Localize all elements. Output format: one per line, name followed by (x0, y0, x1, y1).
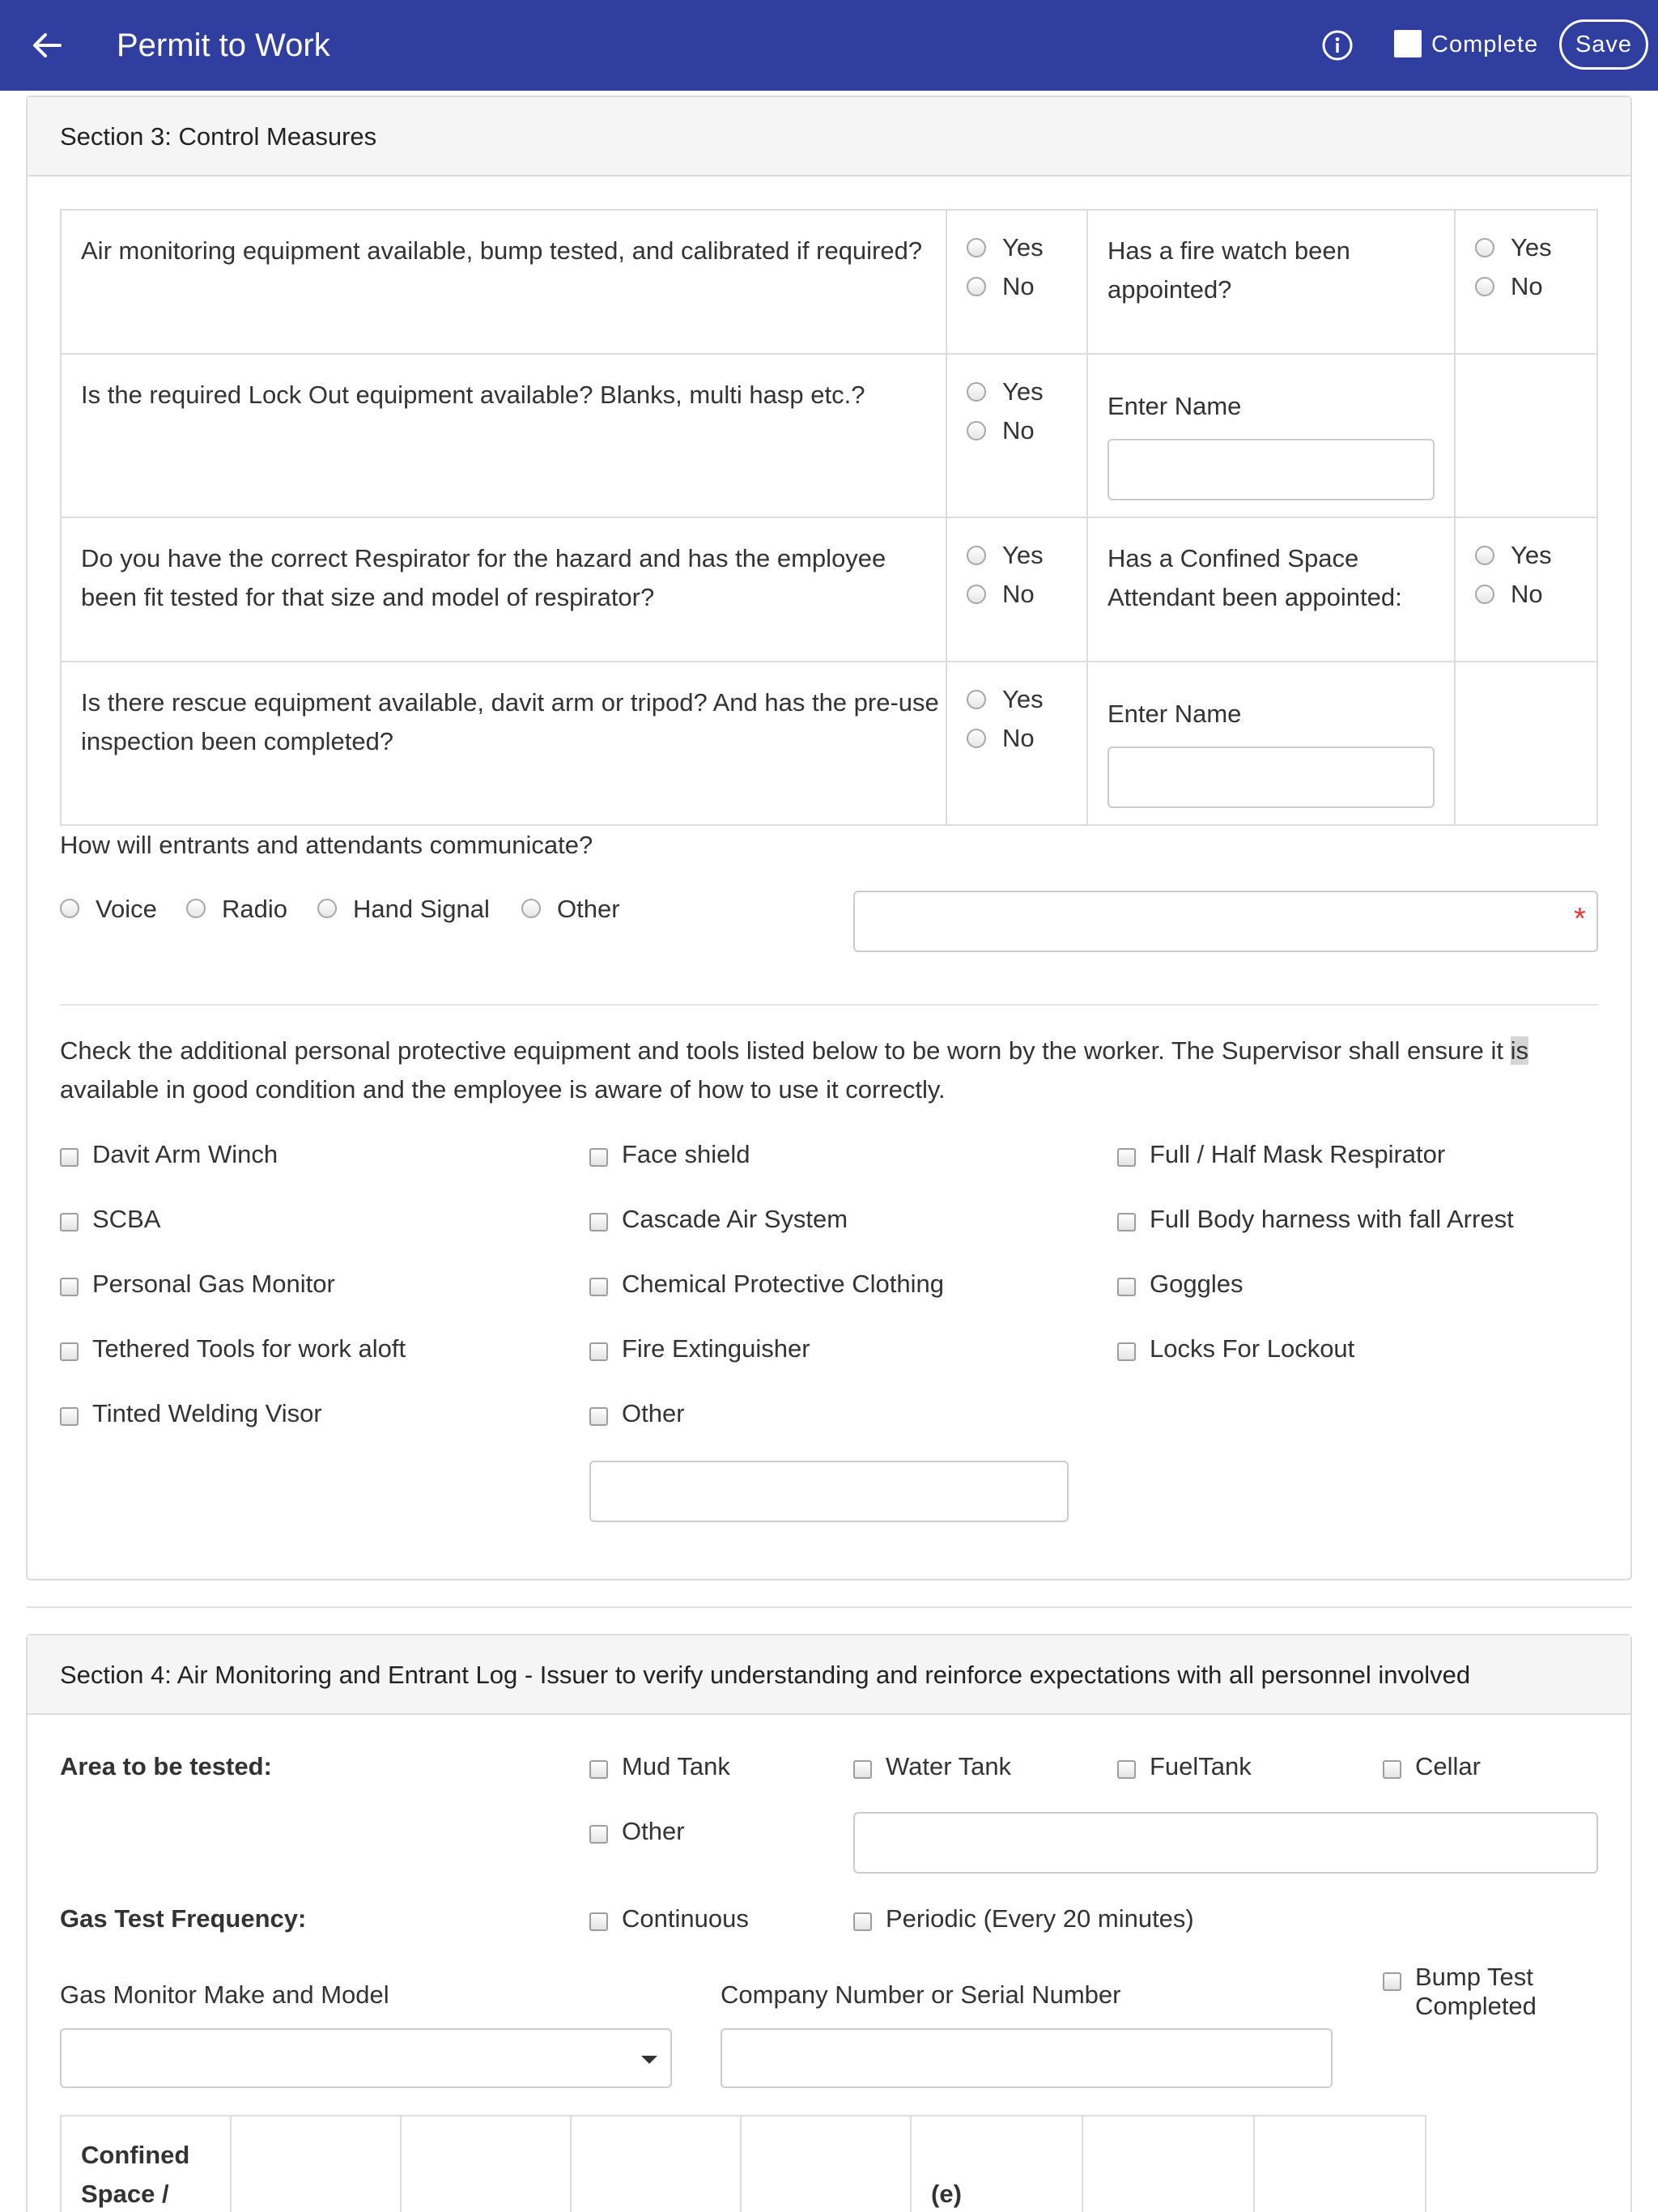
yes-radio[interactable] (967, 238, 986, 257)
no-radio[interactable] (967, 421, 986, 440)
divider (60, 1004, 1598, 1006)
serial-number-label: Company Number or Serial Number (721, 1980, 1121, 2009)
required-marker: * (1574, 902, 1586, 936)
ppe-other-input[interactable] (589, 1461, 1069, 1522)
voice-label: Voice (96, 895, 157, 923)
no-label: No (1002, 724, 1035, 752)
ppe-label: Goggles (1150, 1270, 1244, 1298)
caret-down-icon (641, 2056, 657, 2064)
no-label: No (1002, 272, 1035, 300)
answer-cell (947, 211, 1088, 355)
question-cell (62, 662, 947, 826)
question-text: Is there rescue equipment available, davit arm or tripod? And has the pre-use inspection been completed? (81, 688, 939, 755)
question-cell (62, 355, 947, 518)
no-radio[interactable] (967, 585, 986, 604)
log-header-confined-space: Confined Space / (81, 2141, 190, 2208)
area-other-input[interactable] (853, 1812, 1598, 1874)
locks-for-lockout-checkbox[interactable] (1117, 1342, 1136, 1361)
no-label: No (1002, 416, 1035, 445)
frequency-option-label: Continuous (622, 1904, 749, 1933)
mud-tank-checkbox[interactable] (589, 1760, 608, 1779)
hand-signal-radio[interactable] (317, 899, 337, 918)
frequency-option-label: Periodic (Every 20 minutes) (886, 1904, 1194, 1933)
area-option-label: Mud Tank (622, 1752, 730, 1780)
area-option-label: Water Tank (886, 1752, 1012, 1780)
area-tested-label: Area to be tested: (60, 1752, 272, 1780)
continuous-checkbox[interactable] (589, 1912, 608, 1931)
ppe-label: Tethered Tools for work aloft (92, 1334, 406, 1363)
side-answer-cell (1456, 211, 1598, 355)
voice-radio[interactable] (60, 899, 79, 918)
other-radio[interactable] (521, 899, 541, 918)
davit-arm-winch-checkbox[interactable] (60, 1148, 79, 1167)
log-header-cell (1083, 2116, 1255, 2212)
ppe-label: Full / Half Mask Respirator (1150, 1140, 1446, 1168)
log-header-cell (62, 2116, 232, 2212)
no-label: No (1511, 580, 1543, 608)
enter-name-label: Enter Name (1107, 392, 1242, 420)
gas-test-frequency-label: Gas Test Frequency: (60, 1904, 307, 1933)
attendant-no-radio[interactable] (1475, 585, 1494, 604)
log-header-cell (742, 2116, 912, 2212)
entrant-log-table (60, 2115, 1426, 2212)
yes-label: Yes (1002, 685, 1044, 713)
no-radio[interactable] (967, 277, 986, 296)
empty-cell (1456, 662, 1598, 826)
section-4-title: Section 4: Air Monitoring and Entrant Log - Issuer to verify understanding and reinforce expectations with all personnel involved (28, 1636, 1630, 1715)
yes-radio[interactable] (967, 690, 986, 709)
area-option-label: Cellar (1415, 1752, 1481, 1780)
log-header-cell (912, 2116, 1083, 2212)
ppe-label: Tinted Welding Visor (92, 1399, 322, 1427)
page-title: Permit to Work (117, 28, 330, 63)
attendant-name-input[interactable] (1107, 747, 1435, 808)
attendant-question: Has a Confined Space Attendant been appointed: (1107, 544, 1402, 611)
back-arrow-icon[interactable] (31, 29, 63, 62)
area-option-label: FuelTank (1150, 1752, 1252, 1780)
question-cell (62, 211, 947, 355)
question-text: Air monitoring equipment available, bump tested, and calibrated if required? (81, 236, 923, 265)
complete-label: Complete (1431, 32, 1539, 57)
gas-monitor-select[interactable] (60, 2028, 672, 2088)
yes-label: Yes (1002, 541, 1044, 569)
empty-cell (1456, 355, 1598, 518)
area-other-label: Other (622, 1817, 685, 1845)
log-header-cell (232, 2116, 402, 2212)
ppe-label: Full Body harness with fall Arrest (1150, 1205, 1514, 1233)
question-text: Is the required Lock Out equipment available? Blanks, multi hasp etc.? (81, 381, 865, 409)
answer-cell (947, 662, 1088, 826)
no-label: No (1511, 272, 1543, 300)
tethered-tools-checkbox[interactable] (60, 1342, 79, 1361)
side-question-cell (1088, 518, 1456, 662)
name-cell (1088, 355, 1456, 518)
full-half-mask-respirator-checkbox[interactable] (1117, 1148, 1136, 1167)
ppe-label: Davit Arm Winch (92, 1140, 278, 1168)
answer-cell (947, 355, 1088, 518)
ppe-label: Face shield (622, 1140, 750, 1168)
side-answer-cell (1456, 518, 1598, 662)
ppe-label: Other (622, 1399, 685, 1427)
radio-radio[interactable] (186, 899, 206, 918)
question-text: Do you have the correct Respirator for the hazard and has the employee been fit tested for that size and model of respirator? (81, 544, 886, 611)
tinted-welding-visor-checkbox[interactable] (60, 1407, 79, 1426)
log-header-e: (e) (931, 2180, 962, 2208)
log-header-cell (572, 2116, 742, 2212)
no-radio[interactable] (967, 729, 986, 748)
ppe-label: Chemical Protective Clothing (622, 1270, 945, 1298)
hand-signal-label: Hand Signal (353, 895, 490, 923)
complete-checkbox[interactable] (1394, 30, 1422, 57)
fire-extinguisher-checkbox[interactable] (589, 1342, 608, 1361)
personal-gas-monitor-checkbox[interactable] (60, 1278, 79, 1296)
communicate-question: How will entrants and attendants communicate? (60, 831, 593, 859)
save-button[interactable]: Save (1559, 19, 1648, 70)
water-tank-checkbox[interactable] (853, 1760, 872, 1779)
bump-test-label: Bump Test Completed (1415, 1963, 1537, 2020)
other-label: Other (557, 895, 620, 923)
attendant-yes-radio[interactable] (1475, 546, 1494, 565)
question-cell (62, 518, 947, 662)
section-3-title: Section 3: Control Measures (28, 97, 1630, 177)
app-header (0, 0, 1658, 91)
yes-label: Yes (1511, 541, 1552, 569)
enter-name-label: Enter Name (1107, 700, 1242, 728)
scba-checkbox[interactable] (60, 1213, 79, 1231)
control-measures-table (60, 209, 1598, 826)
ppe-label: SCBA (92, 1205, 161, 1233)
periodic-checkbox[interactable] (853, 1912, 872, 1931)
no-label: No (1002, 580, 1035, 608)
yes-label: Yes (1511, 233, 1552, 262)
face-shield-checkbox[interactable] (589, 1148, 608, 1167)
ppe-other-checkbox[interactable] (589, 1407, 608, 1426)
side-question-cell (1088, 211, 1456, 355)
fire-watch-yes-radio[interactable] (1475, 238, 1494, 257)
log-header-cell (402, 2116, 572, 2212)
fire-watch-name-input[interactable] (1107, 439, 1435, 500)
area-other-checkbox[interactable] (589, 1825, 608, 1844)
ppe-label: Cascade Air System (622, 1205, 848, 1233)
full-body-harness-checkbox[interactable] (1117, 1213, 1136, 1231)
yes-radio[interactable] (967, 382, 986, 402)
serial-number-input[interactable] (721, 2028, 1333, 2088)
name-cell (1088, 662, 1456, 826)
yes-radio[interactable] (967, 546, 986, 565)
yes-label: Yes (1002, 377, 1044, 406)
fuel-tank-checkbox[interactable] (1117, 1760, 1136, 1779)
cascade-air-system-checkbox[interactable] (589, 1213, 608, 1231)
radio-label: Radio (222, 895, 287, 923)
fire-watch-question: Has a fire watch been appointed? (1107, 236, 1350, 304)
chemical-protective-clothing-checkbox[interactable] (589, 1278, 608, 1296)
ppe-intro-text: Check the additional personal protective equipment and tools listed below to be worn by the worker. The Supervisor shall ensure it is available in good condition and the employee is aware of how to use it correctly. (60, 1036, 1528, 1104)
info-icon[interactable] (1321, 29, 1354, 62)
ppe-label: Locks For Lockout (1150, 1334, 1355, 1363)
goggles-checkbox[interactable] (1117, 1278, 1136, 1296)
communicate-other-input[interactable] (853, 891, 1598, 952)
log-header-cell (1255, 2116, 1426, 2212)
answer-cell (947, 518, 1088, 662)
cellar-checkbox[interactable] (1383, 1760, 1401, 1779)
section-divider (26, 1606, 1632, 1608)
fire-watch-no-radio[interactable] (1475, 277, 1494, 296)
gas-monitor-label: Gas Monitor Make and Model (60, 1980, 389, 2009)
ppe-label: Fire Extinguisher (622, 1334, 810, 1363)
ppe-label: Personal Gas Monitor (92, 1270, 335, 1298)
bump-test-checkbox[interactable] (1383, 1972, 1401, 1991)
yes-label: Yes (1002, 233, 1044, 262)
